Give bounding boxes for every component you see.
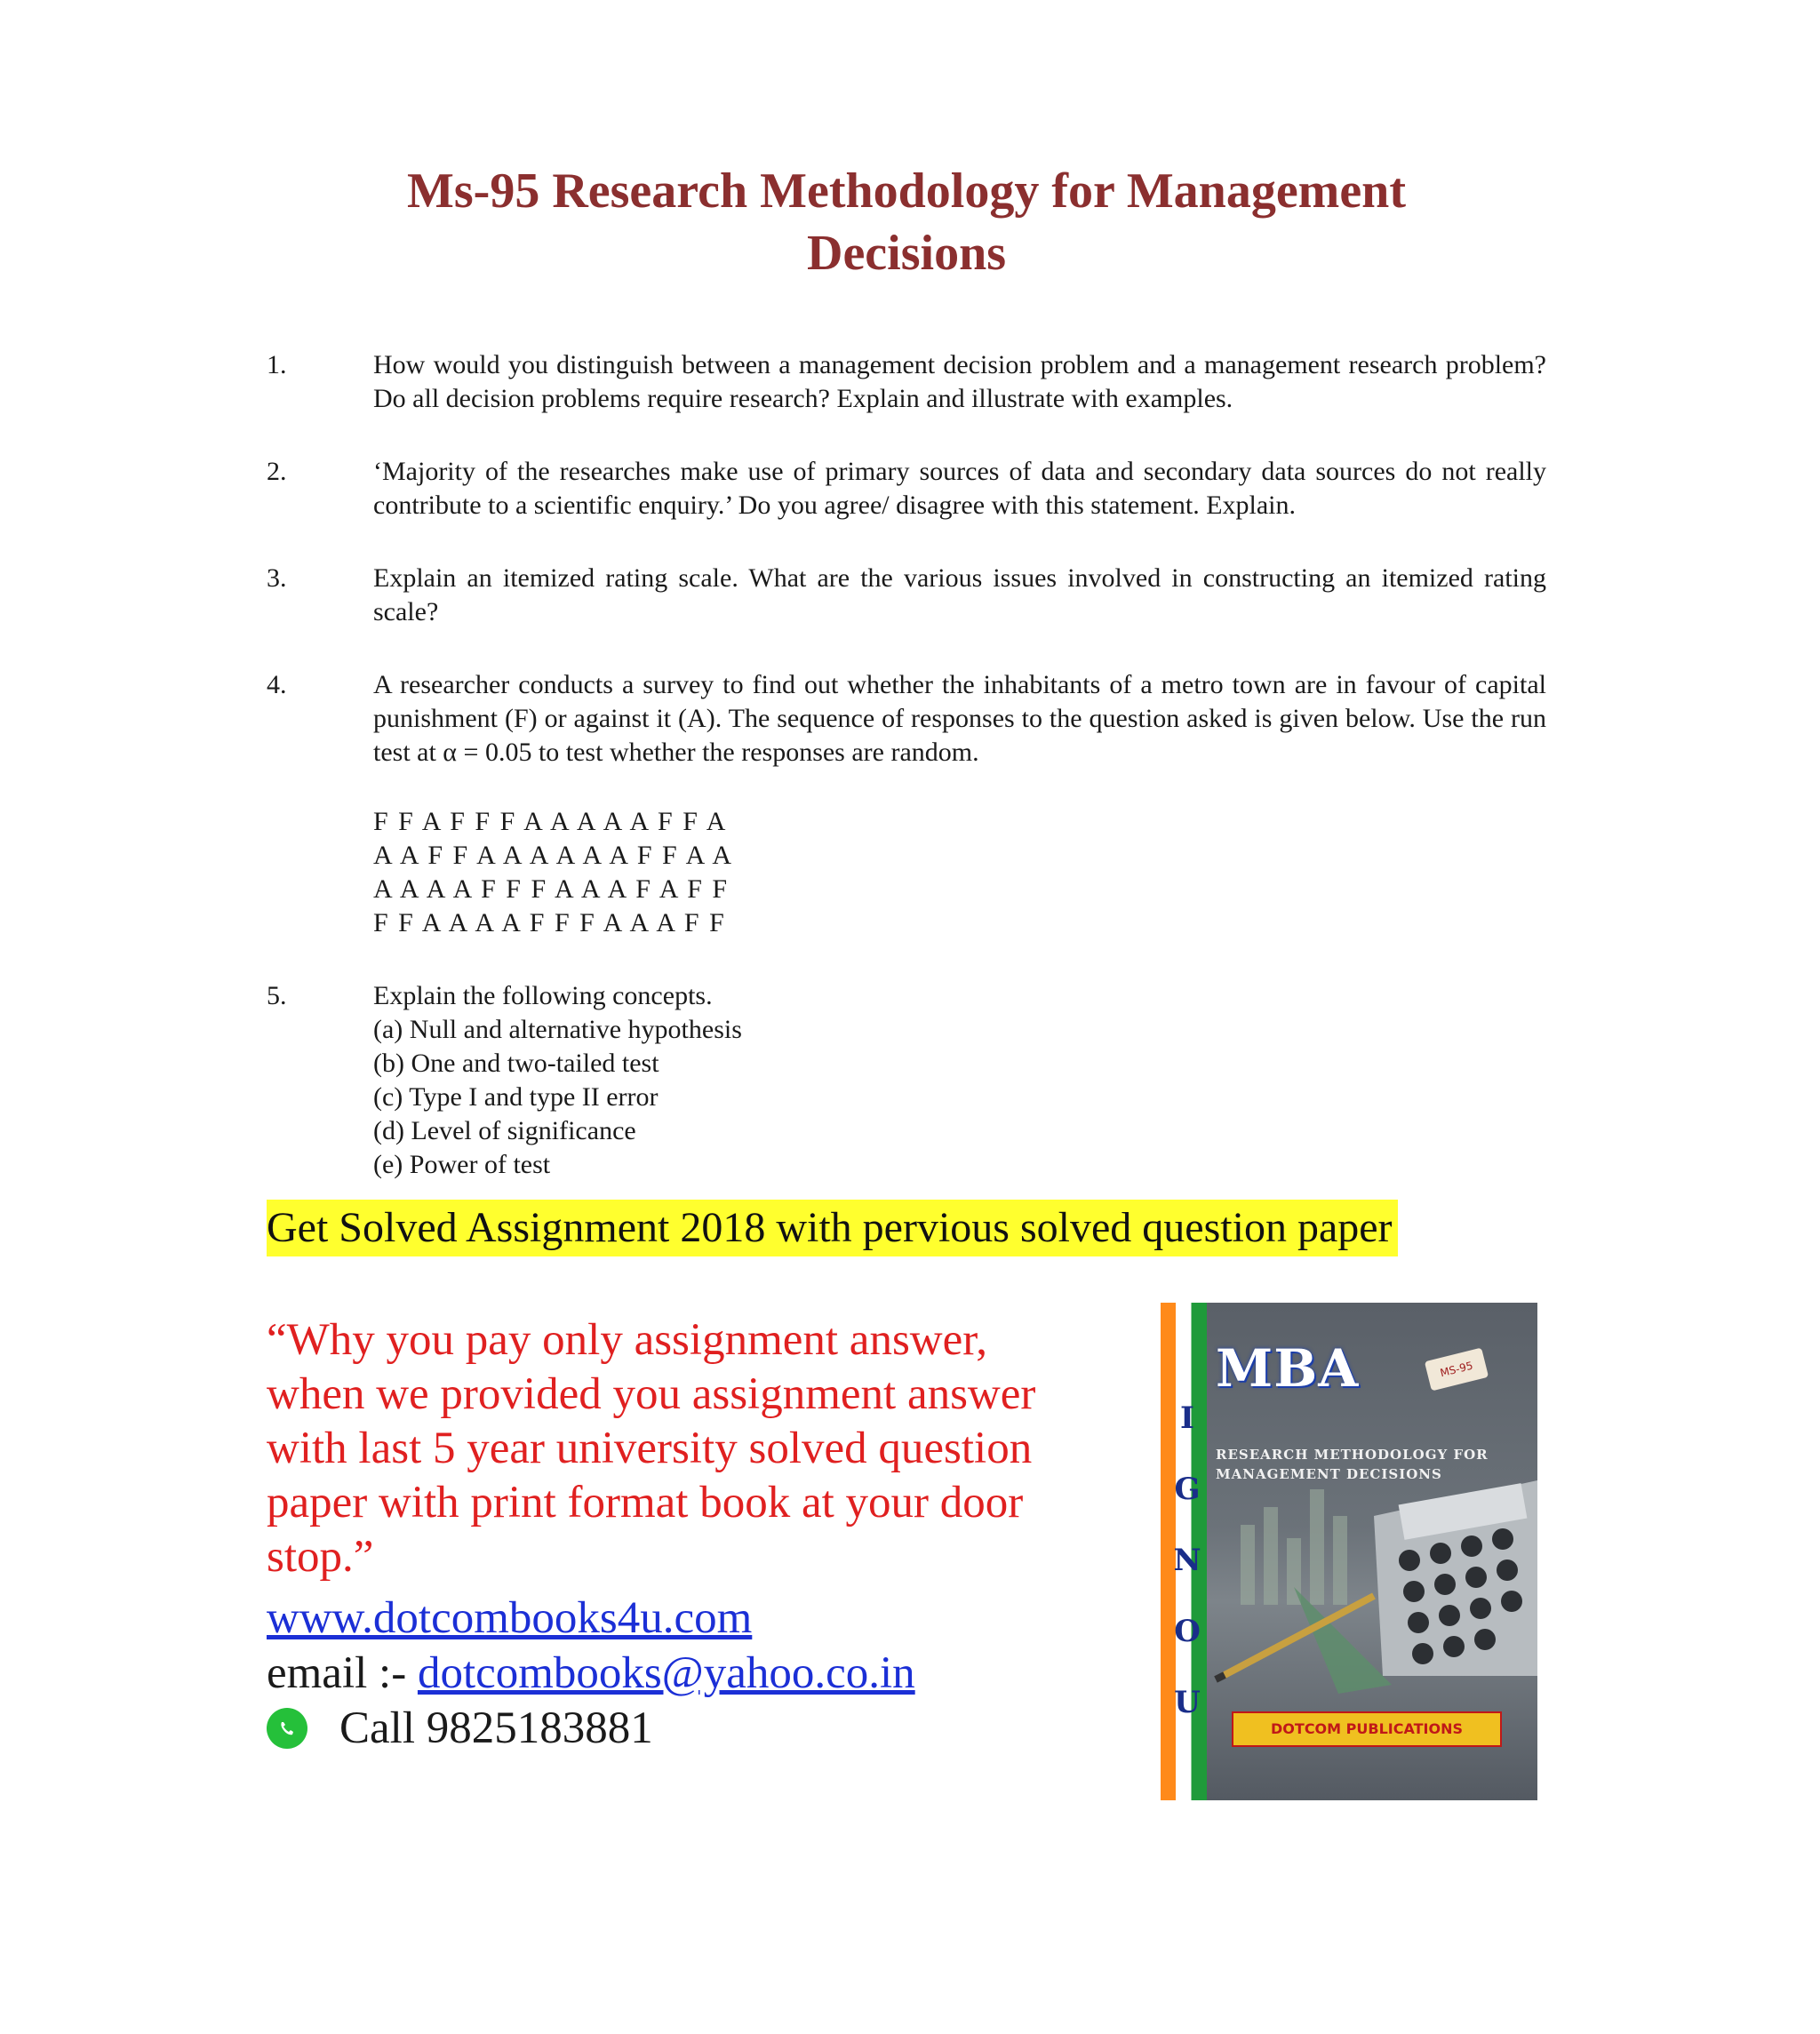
- question-body: [373, 668, 1546, 940]
- website-link[interactable]: www.dotcombooks4u.com: [267, 1593, 753, 1643]
- question-number: 4.: [267, 670, 287, 699]
- promo-banner: Get Solved Assignment 2018 with pervious solved question paper: [267, 1200, 1398, 1256]
- question-3: [267, 562, 1546, 629]
- sequence-row: A A F F A A A A A A F F A A: [373, 841, 734, 870]
- email-label: email :-: [267, 1648, 418, 1698]
- sequence-row: A A A A F F F A A A F A F F: [373, 874, 730, 904]
- sequence-row: F F A A A A F F F A A A F F: [373, 908, 726, 937]
- title-line-2: Decisions: [807, 226, 1006, 281]
- question-text: Explain the following concepts.: [373, 981, 713, 1010]
- question-text: A researcher conducts a survey to find out whether the inhabitants of a metro town are in favour of capital punishment (F) or against it (A). The sequence of responses to the question asked is given below. Use the run test at α = 0.05 to test whether the responses are random.: [373, 670, 1546, 767]
- concept-item: (e) Power of test: [373, 1150, 551, 1179]
- response-sequence: [373, 805, 1546, 940]
- question-number: 1.: [267, 350, 287, 379]
- concept-item: (c) Type I and type II error: [373, 1082, 659, 1112]
- cover-letter: G: [1174, 1472, 1201, 1507]
- contact-block: [267, 1591, 915, 1756]
- cover-course-tag: MS-95: [1425, 1348, 1489, 1392]
- cover-mba-logo: MBA: [1216, 1338, 1360, 1399]
- question-text: ‘Majority of the researches make use of primary sources of data and secondary data sources do not really contribute to a scientific enquiry.’ Do you agree/ disagree with this statement. Explain.: [373, 457, 1546, 520]
- question-number: 3.: [267, 563, 287, 593]
- concept-item: (d) Level of significance: [373, 1116, 636, 1145]
- question-body: [373, 979, 1546, 1182]
- question-text: How would you distinguish between a management decision problem and a management research problem? Do all decision problems require research? Explain and illustrate with examples.: [373, 350, 1546, 413]
- whatsapp-icon: [267, 1708, 307, 1749]
- cover-letter: I: [1180, 1400, 1194, 1436]
- question-number: 2.: [267, 457, 287, 486]
- promo-quote: “Why you pay only assignment answer, when we provided you assignment answer with last 5 year university solved question paper with print format book at your door stop.”: [267, 1315, 1036, 1582]
- title-line-1: Ms-95 Research Methodology for Management: [407, 164, 1406, 219]
- email-row: [267, 1646, 915, 1701]
- question-list: [267, 348, 1546, 1221]
- cover-letter: N: [1173, 1543, 1201, 1578]
- concept-item: (b) One and two-tailed test: [373, 1049, 659, 1078]
- sequence-row: F F A F F F A A A A A F F A: [373, 807, 728, 836]
- call-row: [267, 1701, 915, 1756]
- question-number: 5.: [267, 981, 287, 1010]
- question-5: [267, 979, 1546, 1182]
- concept-item: (a) Null and alternative hypothesis: [373, 1015, 742, 1044]
- question-1: [267, 348, 1546, 416]
- book-cover-image: [1161, 1303, 1537, 1800]
- question-2: [267, 455, 1546, 522]
- question-text: Explain an itemized rating scale. What are the various issues involved in constructing an itemized rating scale?: [373, 563, 1546, 626]
- question-4: [267, 668, 1546, 940]
- concept-list: [373, 1013, 1546, 1182]
- email-link[interactable]: dotcombooks@yahoo.co.in: [417, 1648, 915, 1698]
- call-number: Call 9825183881: [339, 1703, 653, 1753]
- page-title: [267, 160, 1546, 284]
- cover-subtitle: RESEARCH METHODOLOGY FOR MANAGEMENT DECISIONS: [1216, 1447, 1489, 1482]
- cover-letter: U: [1174, 1685, 1201, 1720]
- cover-letter: O: [1174, 1614, 1201, 1649]
- cover-publisher-label: DOTCOM PUBLICATIONS: [1232, 1711, 1502, 1747]
